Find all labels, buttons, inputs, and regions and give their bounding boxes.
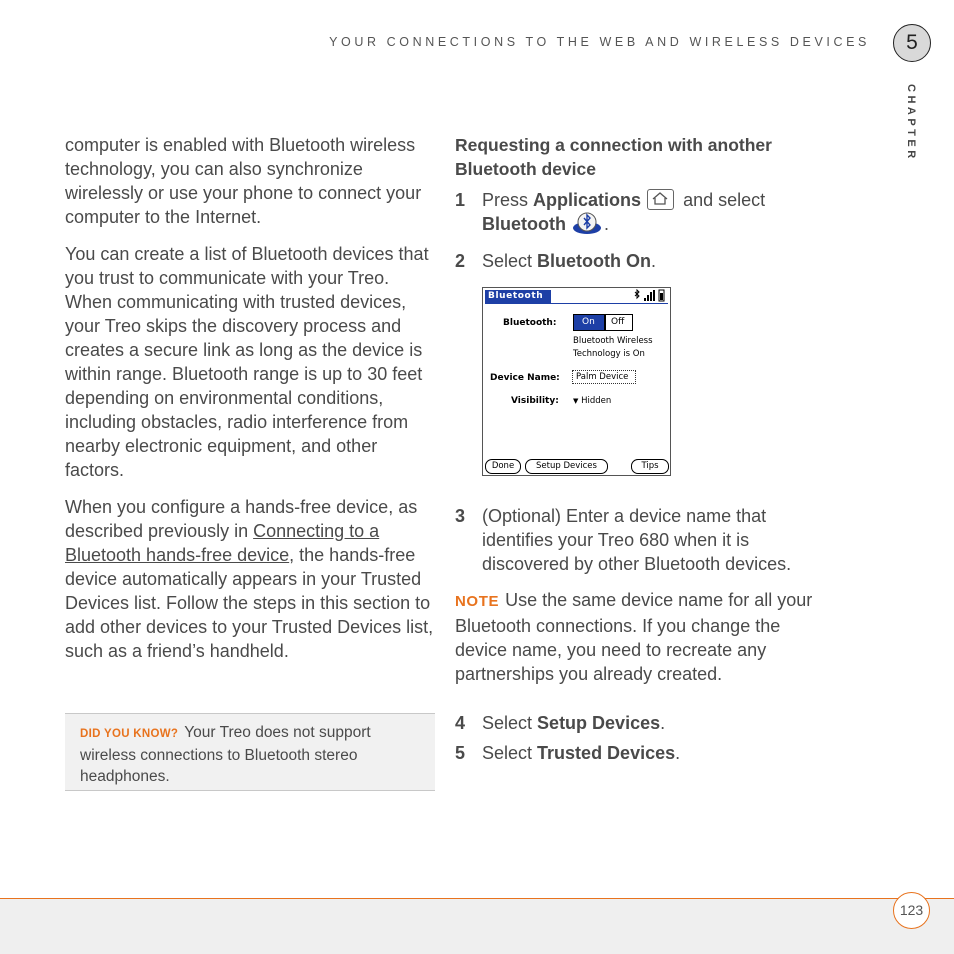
- step-5: [455, 741, 825, 765]
- step-bold: Bluetooth On: [537, 251, 652, 271]
- step-number: 1: [455, 190, 466, 210]
- step-text: .: [675, 743, 681, 763]
- step-3: [455, 504, 825, 576]
- page-number: 123: [893, 892, 930, 929]
- visibility-dropdown[interactable]: [573, 396, 611, 406]
- bluetooth-label: Bluetooth:: [503, 318, 557, 328]
- applications-home-icon: [647, 189, 674, 210]
- did-you-know-text: Your Treo does not support wireless connections to Bluetooth stereo headphones.: [80, 724, 371, 785]
- device-name-label: Device Name:: [490, 373, 560, 383]
- step-text: and select: [683, 190, 766, 210]
- step-text: Select: [482, 251, 533, 271]
- paragraph-hands-free-pre: When you configure a hands-free device, as described previously in: [65, 497, 418, 541]
- device-name-field[interactable]: Palm Device: [572, 370, 636, 384]
- done-button[interactable]: Done: [485, 459, 521, 474]
- step-text: .: [660, 713, 666, 733]
- note-tag: NOTE: [455, 593, 500, 610]
- step-text: Select: [482, 713, 533, 733]
- bluetooth-off-button[interactable]: Off: [605, 314, 633, 331]
- paragraph-intro: computer is enabled with Bluetooth wireless technology, you can also synchronize wirelessly or use your phone to connect your computer to the Internet.: [65, 135, 422, 227]
- dropdown-arrow-icon: ▼: [573, 397, 579, 405]
- step-bold: Setup Devices: [537, 713, 661, 733]
- did-you-know-box: [65, 713, 435, 791]
- footer-band: [0, 899, 954, 954]
- step-number: 2: [455, 251, 466, 271]
- step-bold-applications: Applications: [533, 190, 642, 210]
- visibility-value: Hidden: [581, 396, 612, 406]
- step-text: (Optional) Enter a device name that identifies your Treo 680 when it is discovered by other Bluetooth devices.: [482, 506, 792, 574]
- left-column: [65, 133, 435, 676]
- paragraph-trusted-devices: You can create a list of Bluetooth devices that you trust to communicate with your Treo. When communicating with trusted devices, your Treo skips the discovery process and creates a secure link as long as the device is within range. Bluetooth range is up to 30 feet depending on environmental conditions, including obstacles, radio interference from nearby electronic equipment, and other factors.: [65, 244, 429, 480]
- step-1: [455, 188, 825, 242]
- status-line-1: Bluetooth Wireless: [573, 336, 653, 346]
- bluetooth-icon: [572, 212, 602, 242]
- status-line-2: Technology is On: [573, 349, 645, 359]
- step-4: [455, 711, 825, 735]
- paragraph-hands-free-post: , the hands-free device automatically appears in your Trusted Devices list. Follow the steps in this section to add other devices to your Trusted Devices list, such as a friend’s handheld.: [65, 545, 434, 661]
- tips-button[interactable]: Tips: [631, 459, 669, 474]
- screen-title: Bluetooth: [485, 290, 551, 303]
- step-text: Press: [482, 190, 529, 210]
- bluetooth-on-button[interactable]: On: [573, 314, 605, 331]
- link-connecting-hands-free[interactable]: Connecting to a Bluetooth hands-free device: [65, 521, 380, 565]
- step-number: 5: [455, 743, 466, 763]
- running-header: YOUR CONNECTIONS TO THE WEB AND WIRELESS DEVICES: [329, 35, 870, 49]
- note-text: Use the same device name for all your Bluetooth connections. If you change the device name, you need to recreate any partnerships you already created.: [455, 590, 813, 684]
- signal-status-icon: [632, 289, 666, 305]
- step-text: .: [603, 214, 609, 234]
- bluetooth-screen-capture: [482, 287, 671, 476]
- visibility-label: Visibility:: [511, 396, 559, 406]
- chapter-label: CHAPTER: [905, 84, 917, 162]
- setup-devices-button[interactable]: Setup Devices: [525, 459, 608, 474]
- step-number: 4: [455, 713, 466, 733]
- step-text: .: [651, 251, 657, 271]
- did-you-know-tag: DID YOU KNOW?: [80, 728, 179, 740]
- paragraph-hands-free: [65, 495, 435, 663]
- step-text: Select: [482, 743, 533, 763]
- note-block: [455, 588, 825, 686]
- step-number: 3: [455, 506, 466, 526]
- step-bold-bluetooth: Bluetooth: [482, 214, 566, 234]
- section-subheading: Requesting a connection with another Bluetooth device: [455, 135, 772, 179]
- step-2: [455, 249, 825, 273]
- chapter-number-badge: 5: [893, 24, 931, 62]
- step-bold: Trusted Devices: [537, 743, 676, 763]
